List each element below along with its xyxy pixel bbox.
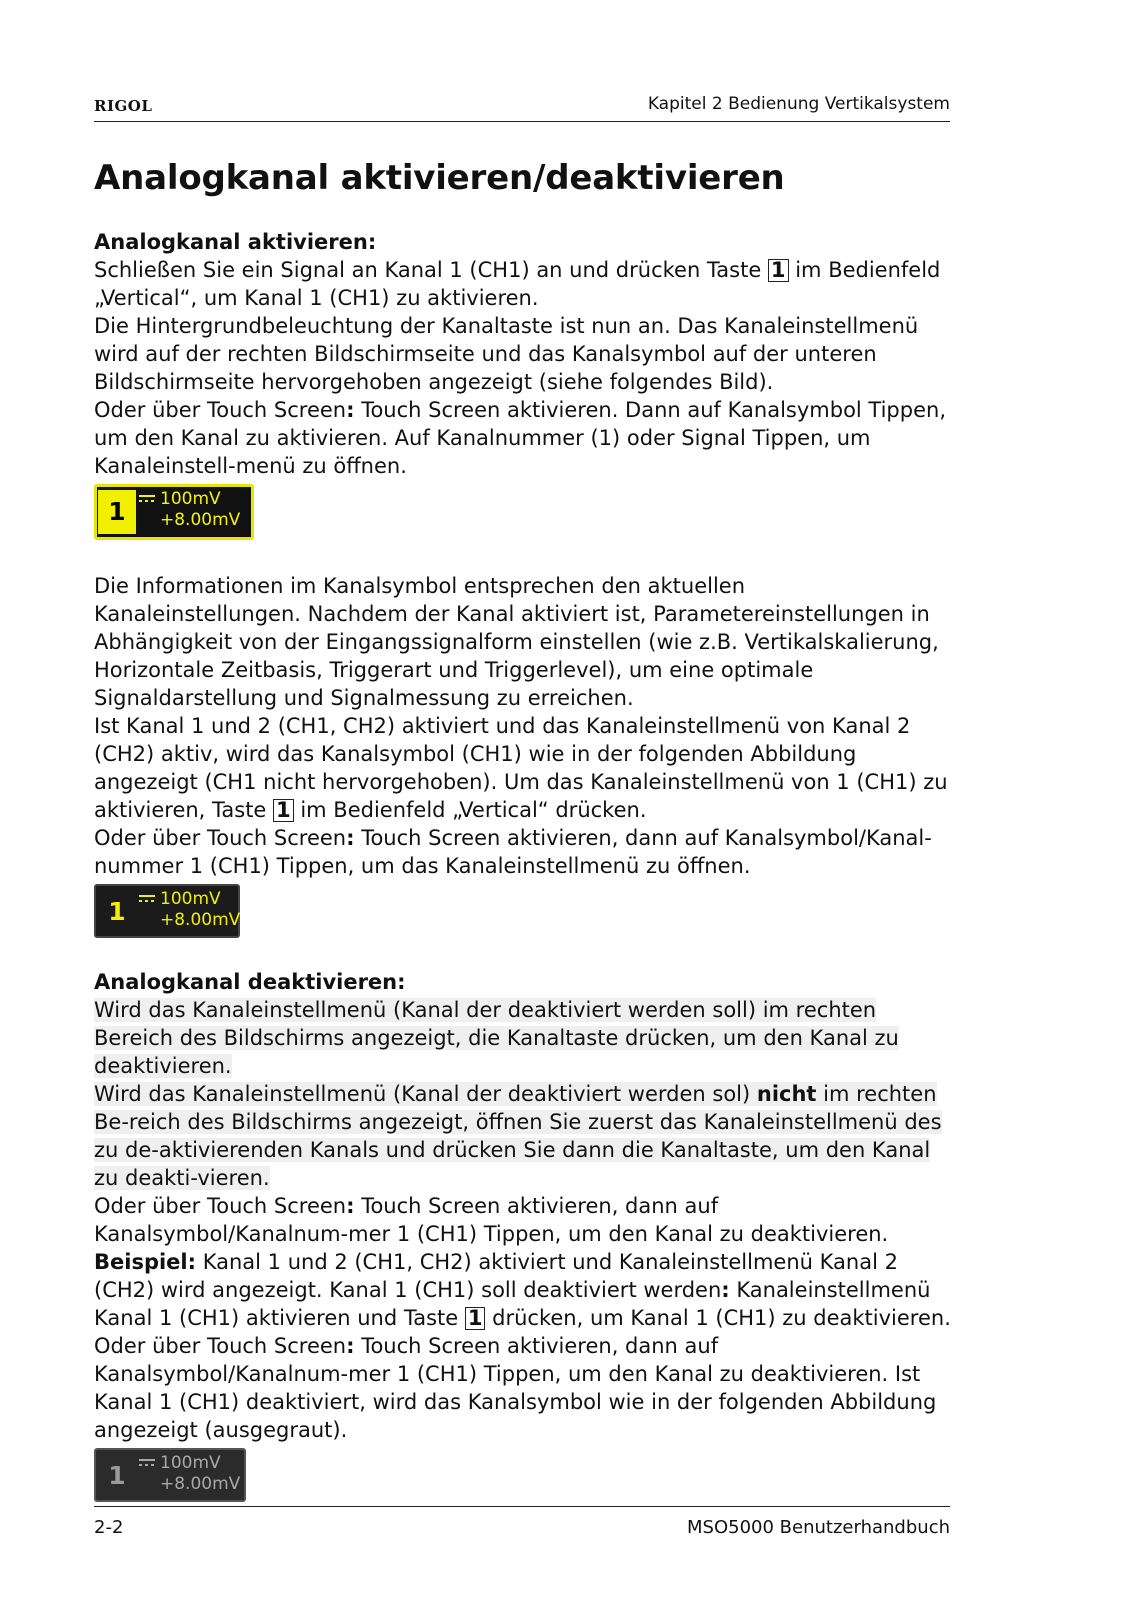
paragraph: Oder über Touch Screen: Touch Screen aktivieren, dann auf Kanalsymbol/Kanalnum-mer 1 (CH1) Tippen, um den Kanal zu deaktivieren. xyxy=(94,1194,889,1246)
channel-offset: +8.00mV xyxy=(160,910,241,930)
page-title: Analogkanal aktivieren/deaktivieren xyxy=(94,158,785,198)
paragraph: Schließen Sie ein Signal an Kanal 1 (CH1) an und drücken Taste 1 im Bedienfeld „Vertical“, um Kanal 1 (CH1) zu aktivieren. xyxy=(94,258,941,310)
paragraph: Die Hintergrundbeleuchtung der Kanaltaste ist nun an. Das Kanaleinstellmenü wird auf der rechten Bildschirmseite und das Kanalsymbol auf der unteren Bildschirmseite hervorgehoben angezeigt (siehe folgendes Bild). xyxy=(94,314,919,394)
channel-number: 1 xyxy=(108,897,126,926)
section-heading-deactivate: Analogkanal deaktivieren: xyxy=(94,970,406,994)
key-button-1: 1 xyxy=(465,1307,486,1330)
key-button-1: 1 xyxy=(273,799,294,822)
page-number: 2-2 xyxy=(94,1517,124,1538)
paragraph: Oder über Touch Screen: Touch Screen aktivieren, dann auf Kanalsymbol/Kanalnum-mer 1 (CH1) Tippen, um den Kanal zu deaktivieren. Ist Kanal 1 (CH1) deaktiviert, wird das Kanalsymbol wie in der folgenden Abbildung angezeigt (ausgegraut). xyxy=(94,1334,937,1442)
dc-coupling-icon xyxy=(139,894,155,904)
manual-title: MSO5000 Benutzerhandbuch xyxy=(687,1517,950,1538)
paragraph: Die Informationen im Kanalsymbol entsprechen den aktuellen Kanaleinstellungen. Nachdem der Kanal aktiviert ist, Parametereinstellungen in Abhängigkeit von der Eingangssignalform einstellen (wie z.B. Vertikalskalierung, Horizontale Zeitbasis, Triggerart und Triggerlevel), um eine optimale Signaldarstellung und Signalmessung zu erreichen. xyxy=(94,574,939,710)
paragraph: Oder über Touch Screen: Touch Screen aktivieren, dann auf Kanalsymbol/Kanal-nummer 1 (CH1) Tippen, um das Kanaleinstellmenü zu öffnen. xyxy=(94,826,932,878)
channel-offset: +8.00mV xyxy=(160,1474,241,1494)
paragraph: Oder über Touch Screen: Touch Screen aktivieren. Dann auf Kanalsymbol Tippen, um den Kanal zu aktivieren. Auf Kanalnummer (1) oder Signal Tippen, um Kanaleinstell-menü zu öffnen. xyxy=(94,398,947,478)
channel-scale: 100mV xyxy=(160,489,221,509)
channel-number: 1 xyxy=(98,490,136,534)
channel-badge-inactive xyxy=(94,884,240,938)
paragraph: Ist Kanal 1 und 2 (CH1, CH2) aktiviert und das Kanaleinstellmenü von Kanal 2 (CH2) aktiv, wird das Kanalsymbol (CH1) wie in der folgenden Abbildung angezeigt (CH1 nicht hervorgehoben). Um das Kanaleinstellmenü von 1 (CH1) zu aktivieren, Taste 1 im Bedienfeld „Vertical“ drücken. xyxy=(94,714,948,822)
channel-number: 1 xyxy=(108,1461,126,1490)
paragraph: Wird das Kanaleinstellmenü (Kanal der deaktiviert werden sol) nicht im rechten Be-reich des Bildschirms angezeigt, öffnen Sie zuerst das Kanaleinstellmenü des zu de-aktivierenden Kanals und drücken Sie dann die Kanaltaste, um den Kanal zu deakti-vieren. xyxy=(94,1082,942,1190)
page-footer xyxy=(94,1506,950,1538)
dc-coupling-icon xyxy=(139,494,155,504)
chapter-title: Kapitel 2 Bedienung Vertikalsystem xyxy=(647,94,950,114)
channel-badge-disabled xyxy=(94,1448,246,1502)
paragraph: Beispiel: Kanal 1 und 2 (CH1, CH2) aktiviert und Kanaleinstellmenü Kanal 2 (CH2) wird angezeigt. Kanal 1 (CH1) soll deaktiviert werden: Kanaleinstellmenü Kanal 1 (CH1) aktivieren und Taste 1 drücken, um Kanal 1 (CH1) zu deaktivieren. xyxy=(94,1250,951,1330)
section-heading-activate: Analogkanal aktivieren: xyxy=(94,230,377,254)
channel-scale: 100mV xyxy=(160,1453,221,1473)
channel-badge-active xyxy=(94,484,254,540)
key-button-1: 1 xyxy=(768,259,789,282)
page-header xyxy=(94,93,950,122)
brand-logo: RIGOL xyxy=(94,97,153,115)
paragraph: Wird das Kanaleinstellmenü (Kanal der deaktiviert werden soll) im rechten Bereich des Bildschirms angezeigt, die Kanaltaste drücken, um den Kanal zu deaktivieren. xyxy=(94,998,899,1078)
main-content xyxy=(94,228,954,1502)
dc-coupling-icon xyxy=(139,1458,155,1468)
channel-offset: +8.00mV xyxy=(160,510,241,530)
channel-scale: 100mV xyxy=(160,889,221,909)
